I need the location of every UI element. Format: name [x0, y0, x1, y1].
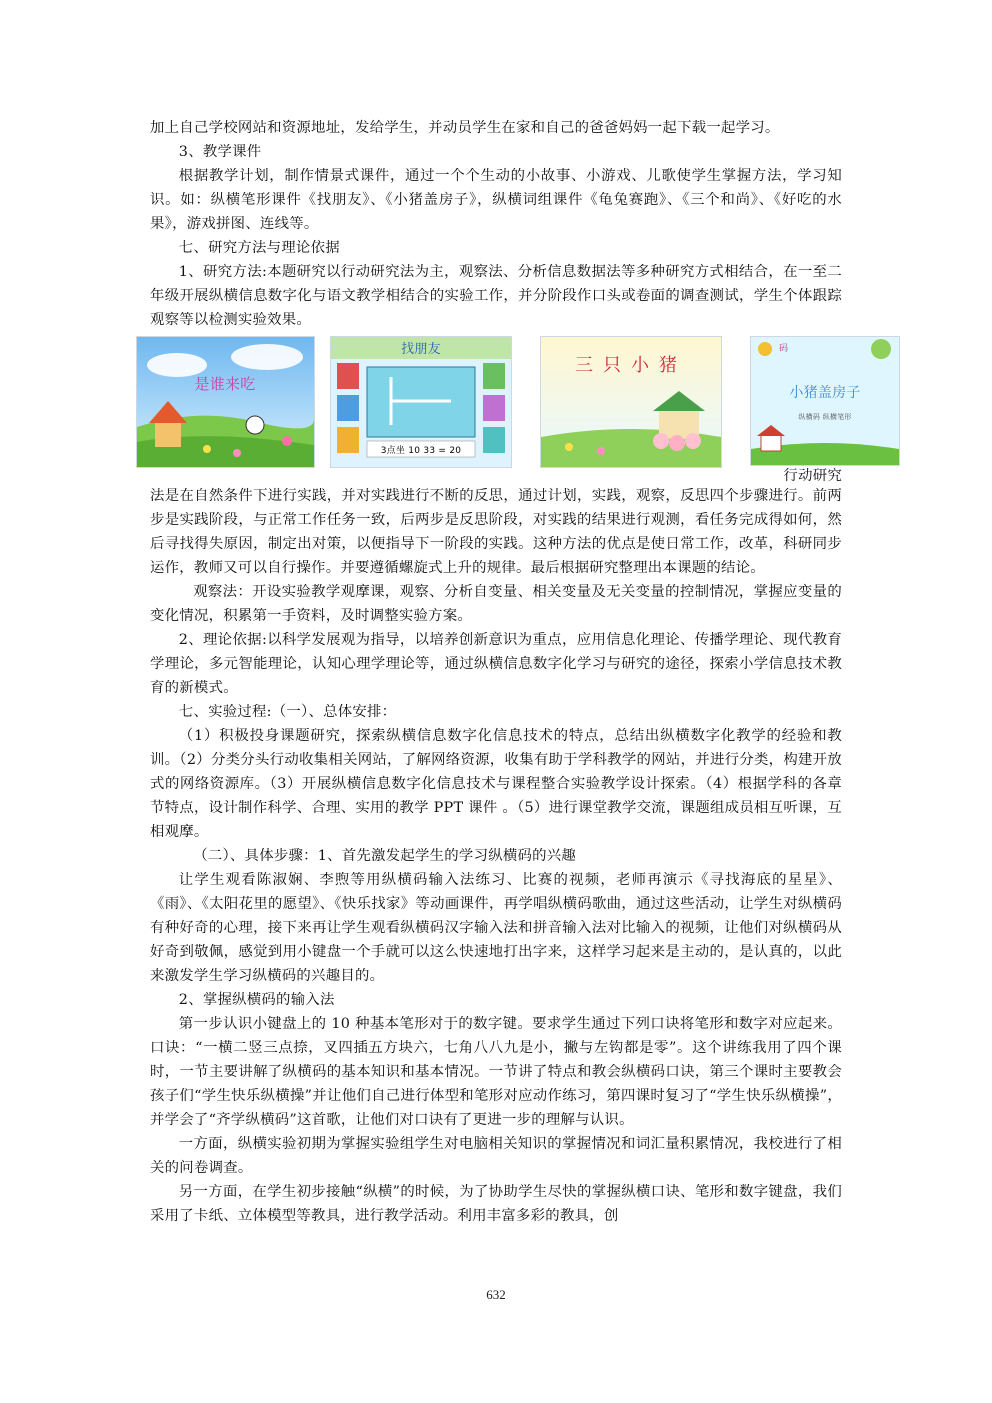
courseware-screenshot-3	[540, 336, 722, 468]
paragraph: 另一方面，在学生初步接触“纵横”的时候，为了协助学生尽快的掌握纵横口诀、笔形和数字键盘，我们采用了卡纸、立体模型等教具，进行教学活动。利用丰富多彩的教具，创	[150, 1184, 842, 1224]
paragraph: 加上自己学校网站和资源地址，发给学生，并动员学生在家和自己的爸爸妈妈一起下载一起学习。	[150, 120, 780, 136]
paragraph: 让学生观看陈淑娴、李煦等用纵横码输入法练习、比赛的视频，老师再演示《寻找海底的星星》、《雨》、《太阳花里的愿望》、《快乐找家》等动画课件，再学唱纵横码歌曲，通过这些活动，让学生对纵横码有种好奇的心理，接下来再让学生观看纵横码汉字输入法和拼音输入法对比输入的视频，让他们对纵横码从好奇到敬佩，感觉到用小键盘一个手就可以这么快速地打出字来，这样学习起来是主动的，是认真的，以此来激发学生学习纵横码的兴趣目的。	[150, 872, 842, 984]
paragraph: 2、理论依据:以科学发展观为指导，以培养创新意识为重点，应用信息化理论、传播学理论、现代教育学理论，多元智能理论，认知心理学理论等，通过纵横信息数字化学习与研究的途径，探索小学信息技术教育的新模式。	[150, 632, 842, 696]
image-4-corner-text: 码	[779, 344, 789, 354]
image-1-title: 是谁来吃	[194, 375, 256, 393]
document-page	[150, 116, 861, 1228]
page-number: 632	[486, 1287, 506, 1302]
courseware-image-row	[150, 336, 861, 484]
paragraph: 一方面，纵横实验初期为掌握实验组学生对电脑相关知识的掌握情况和词汇量积累情况，我校进行了相关的问卷调查。	[150, 1136, 842, 1176]
paragraph: 根据教学计划，制作情景式课件，通过一个个生动的小故事、小游戏、儿歌使学生掌握方法，学习知识。如：纵横笔形课件《找朋友》、《小猪盖房子》，纵横词组课件《龟兔赛跑》、《三个和尚》、《好吃的水果》，游戏拼图、连线等。	[150, 168, 842, 232]
paragraph: 1、研究方法:本题研究以行动研究法为主，观察法、分析信息数据法等多种研究方式相结合，在一至二年级开展纵横信息数字化与语文教学相结合的实验工作，并分阶段作口头或卷面的调查测试，学生个体跟踪观察等以检测实验效果。	[150, 264, 842, 328]
image-3-title: 三只小猪	[575, 355, 687, 376]
courseware-screenshot-1	[136, 336, 315, 468]
paragraph: 法是在自然条件下进行实践，并对实践进行不断的反思，通过计划，实践，观察，反思四个步骤进行。前两步是实践阶段，与正常工作任务一致，后两步是反思阶段，对实践的结果进行观测，看任务完成得如何，然后寻找得失原因，制定出对策，以便指导下一阶段的实践。这种方法的优点是使日常工作，改革，科研同步运作，教师又可以自行操作。并要遵循螺旋式上升的规律。最后根据研究整理出本课题的结论。	[150, 488, 842, 576]
image-caption: 行动研究	[783, 468, 842, 484]
paragraph: 第一步认识小键盘上的 10 种基本笔形对于的数字键。要求学生通过下列口诀将笔形和数字对应起来。口诀：“一横二竖三点捺，叉四插五方块六，七角八八九是小，撇与左钩都是零”。这个讲练我用了四个课时，一节主要讲解了纵横码的基本知识和基本情况。一节讲了特点和教会纵横码口诀，第三个课时主要教会孩子们“学生快乐纵横操”并让他们自己进行体型和笔形对应动作练习，第四课时复习了“学生快乐纵横操”，并学会了“齐学纵横码”这首歌，让他们对口诀有了更进一步的理解与认识。	[150, 1016, 842, 1128]
paragraph: 观察法：开设实验教学观摩课，观察、分析自变量、相关变量及无关变量的控制情况，掌握应变量的变化情况，积累第一手资料，及时调整实验方案。	[150, 584, 842, 624]
section-heading: 3、教学课件	[178, 144, 262, 160]
image-4-subtitle: 纵横码 纵横笔形	[798, 413, 852, 421]
courseware-screenshot-4	[750, 336, 900, 466]
section-heading: （二）、具体步骤：1、首先激发起学生的学习纵横码的兴趣	[193, 848, 577, 864]
section-heading: 七、研究方法与理论依据	[178, 240, 340, 256]
courseware-screenshot-2	[330, 336, 512, 468]
image-4-title: 小猪盖房子	[789, 385, 861, 401]
image-2-title: 找朋友	[401, 342, 441, 357]
section-heading: 2、掌握纵横码的输入法	[178, 992, 335, 1008]
image-2-formula: 3点坐 10 33 = 20	[380, 446, 462, 456]
paragraph: （1）积极投身课题研究，探索纵横信息数字化信息技术的特点，总结出纵横数字化教学的经验和教训。（2）分类分头行动收集相关网站，了解网络资源，收集有助于学科教学的网站，并进行分类，构建开放式的网络资源库。（3）开展纵横信息数字化信息技术与课程整合实验教学设计探索。（4）根据学科的各章节特点，设计制作科学、合理、实用的教学 PPT 课件 。（5）进行课堂教学交流，课题组成员相互听课，互相观摩。	[150, 728, 842, 840]
section-heading: 七、实验过程:（一）、总体安排：	[178, 704, 397, 720]
